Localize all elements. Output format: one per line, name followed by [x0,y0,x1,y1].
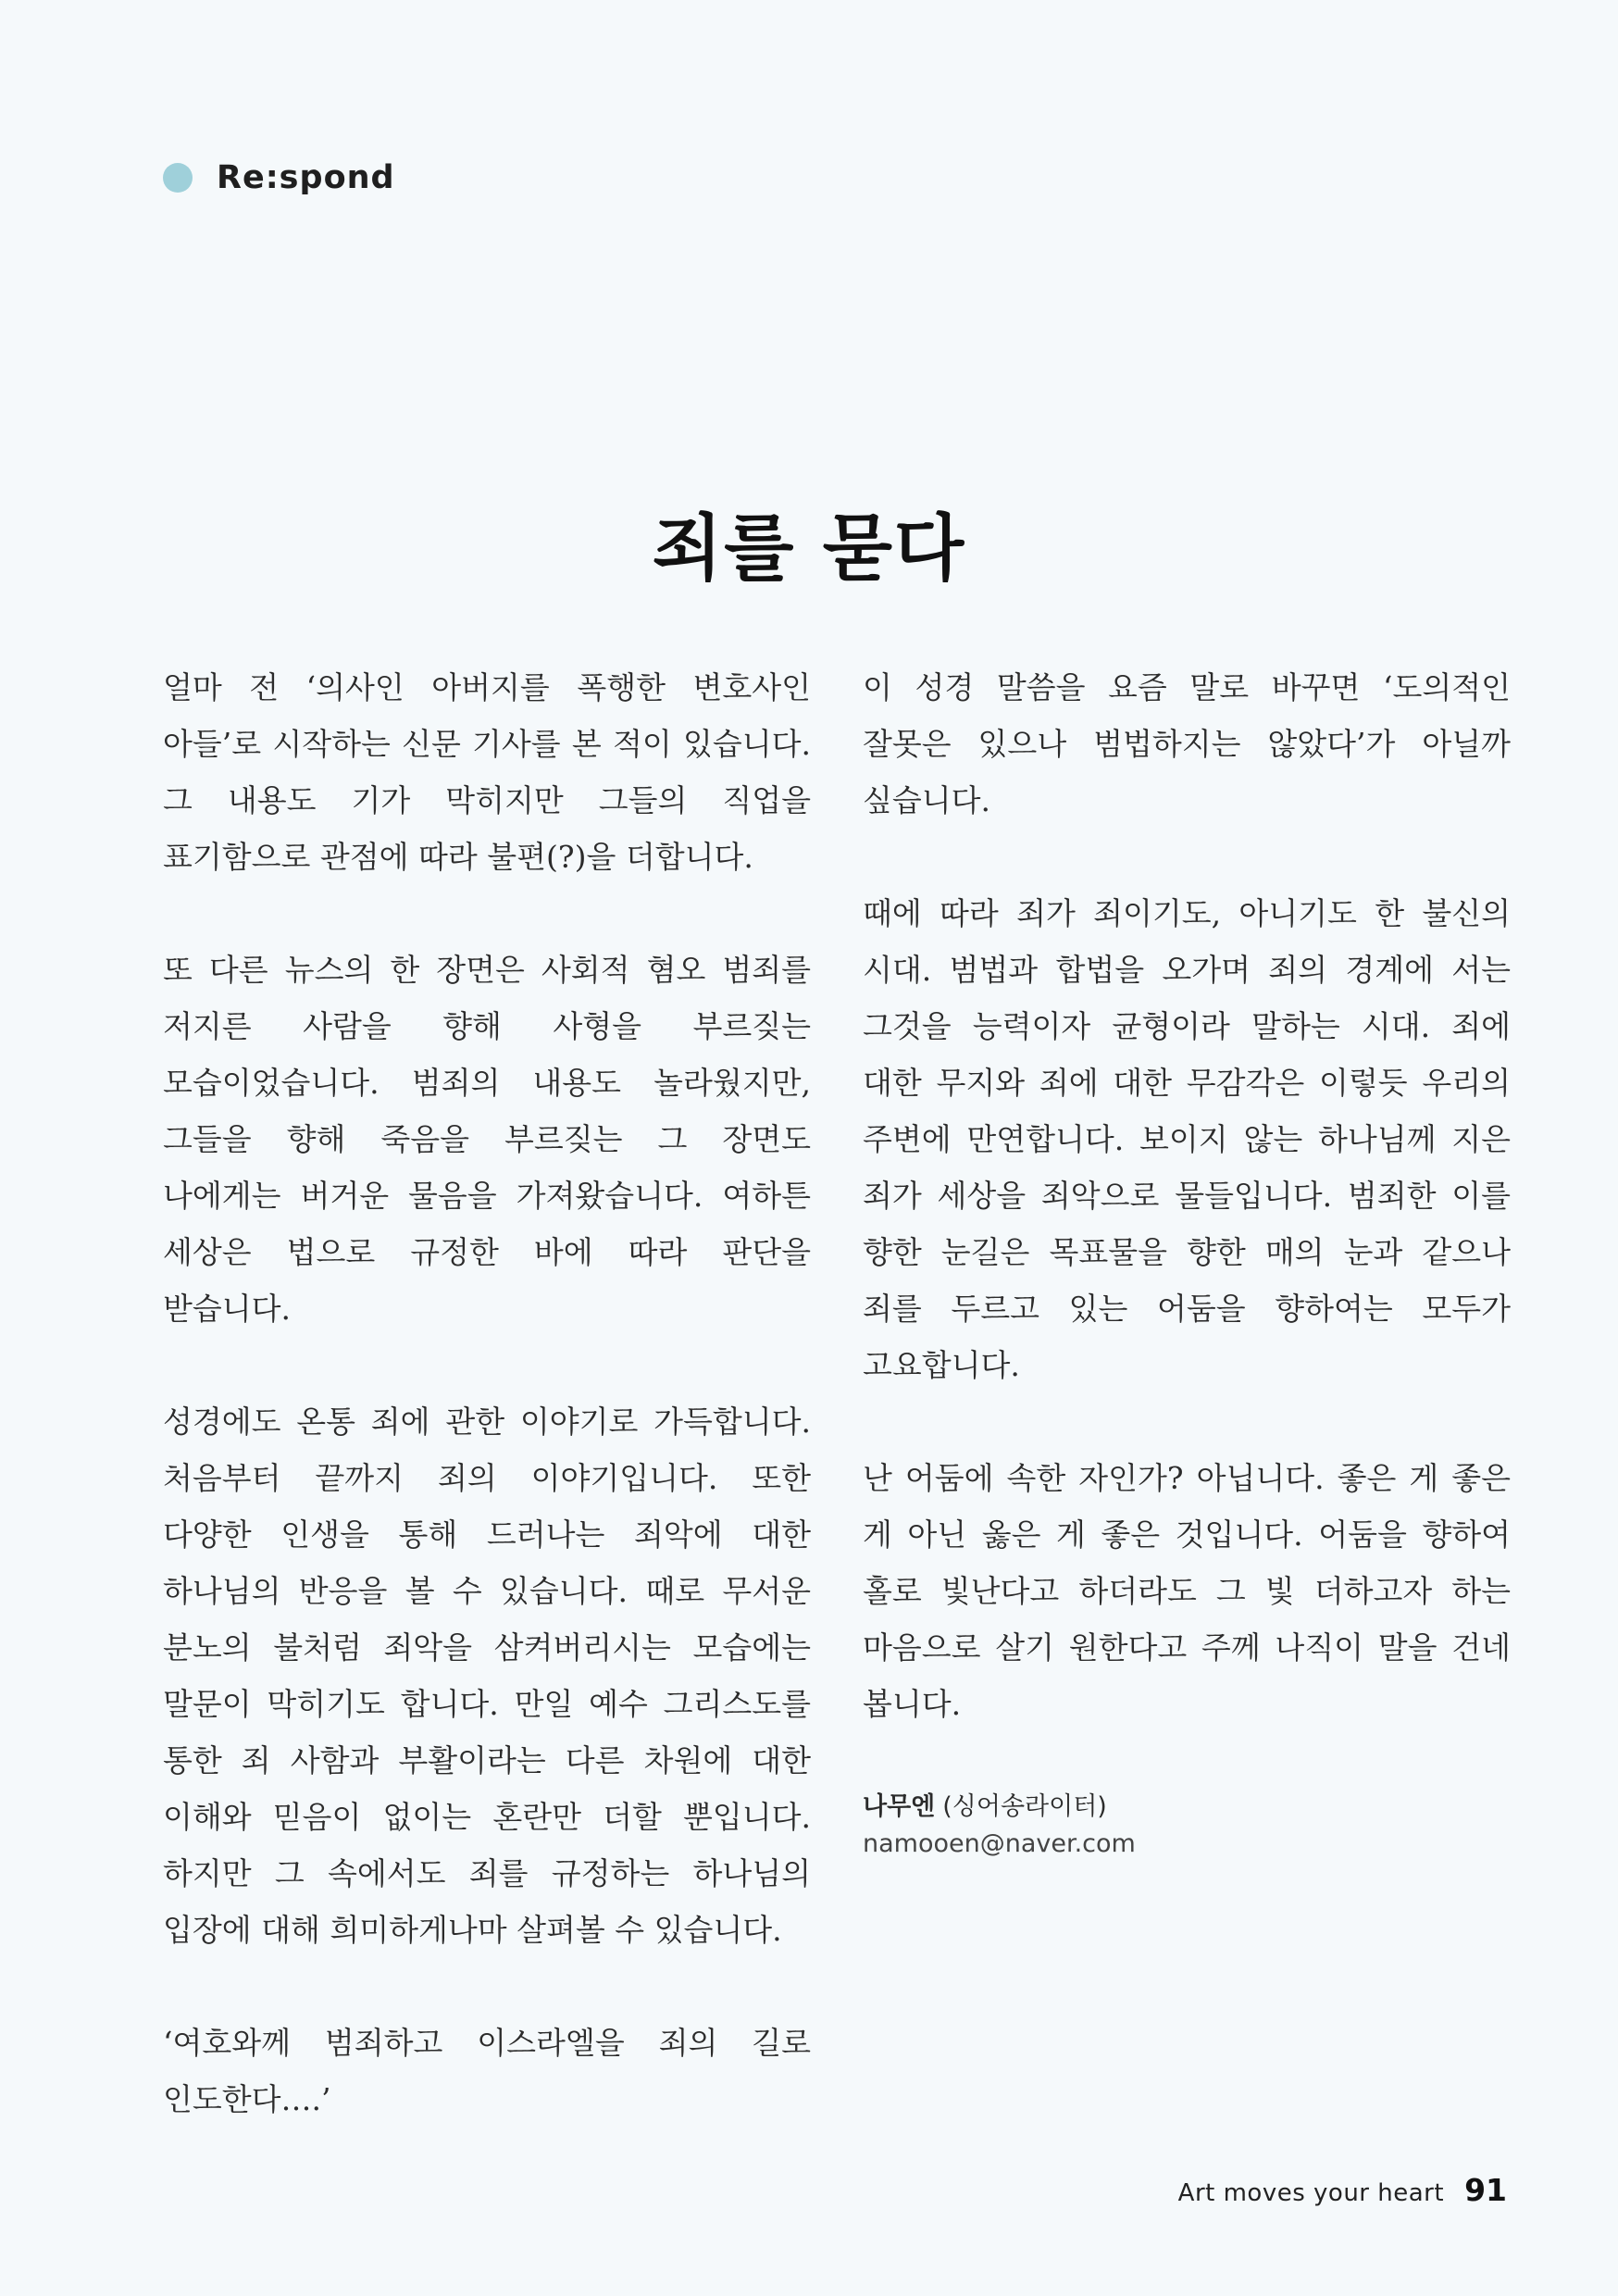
article-title: 죄를 묻다 [652,506,966,591]
paragraph: 이 성경 말씀을 요즘 말로 바꾸면 ‘도의적인 잘못은 있으나 범법하지는 않았다’가 아닐까 싶습니다. [863,669,1511,818]
left-column [163,659,811,2184]
footer-tagline: Art moves your heart [1177,2179,1445,2207]
page-number: 91 [1464,2172,1507,2208]
paragraph: 때에 따라 죄가 죄이기도, 아니기도 한 불신의 시대. 범법과 합법을 오가며 죄의 경계에 서는 그것을 능력이자 균형이라 말하는 시대. 죄에 대한 무지와 죄에 대한 무감각은 이렇듯 우리의 주변에 만연합니다. 보이지 않는 하나님께 지은 죄가 세상을 죄악으로 물들입니다. 범죄한 이를 향한 눈길은 목표물을 향한 매의 눈과 같으나 죄를 두르고 있는 어둠을 향하여는 모두가 고요합니다. [863,895,1511,1383]
author-email: namooen@naver.com [863,1829,1136,1858]
paragraph: 성경에도 온통 죄에 관한 이야기로 가득합니다. 처음부터 끝까지 죄의 이야기입니다. 또한 다양한 인생을 통해 드러나는 죄악에 대한 하나님의 반응을 볼 수 있습니다. 때로 무서운 분노의 불처럼 죄악을 삼켜버리시는 모습에는 말문이 막히기도 합니다. 만일 예수 그리스도를 통한 죄 사함과 부활이라는 다른 차원에 대한 이해와 믿음이 없이는 혼란만 더할 뿐입니다. 하지만 그 속에서도 죄를 규정하는 하나님의 입장에 대해 희미하게나마 살펴볼 수 있습니다. [163,1404,811,1948]
author-byline [863,1789,1511,1863]
paragraph: ‘여호와께 범죄하고 이스라엘을 죄의 길로 인도한다….’ [163,2025,811,2117]
section-tag [163,159,395,196]
section-label: Re:spond [217,159,395,196]
right-column [863,659,1511,1863]
section-dot-icon [163,163,193,193]
author-role: (싱어송라이터) [942,1792,1107,1821]
paragraph: 또 다른 뉴스의 한 장면은 사회적 혐오 범죄를 저지른 사람을 향해 사형을 부르짖는 모습이었습니다. 범죄의 내용도 놀라웠지만, 그들을 향해 죽음을 부르짖는 그 장면도 나에게는 버거운 물음을 가져왔습니다. 여하튼 세상은 법으로 규정한 바에 따라 판단을 받습니다. [163,952,811,1327]
paragraph: 난 어둠에 속한 자인가? 아닙니다. 좋은 게 좋은 게 아닌 옳은 게 좋은 것입니다. 어둠을 향하여 홀로 빛난다고 하더라도 그 빛 더하고자 하는 마음으로 살기 원한다고 주께 나직이 말을 건네 봅니다. [863,1460,1511,1722]
author-line [863,1789,1511,1826]
page-footer [1178,2172,1507,2208]
paragraph: 얼마 전 ‘의사인 아버지를 폭행한 변호사인 아들’로 시작하는 신문 기사를 본 적이 있습니다. 그 내용도 기가 막히지만 그들의 직업을 표기함으로 관점에 따라 불편(?)을 더합니다. [163,669,811,875]
author-name: 나무엔 [863,1792,936,1821]
